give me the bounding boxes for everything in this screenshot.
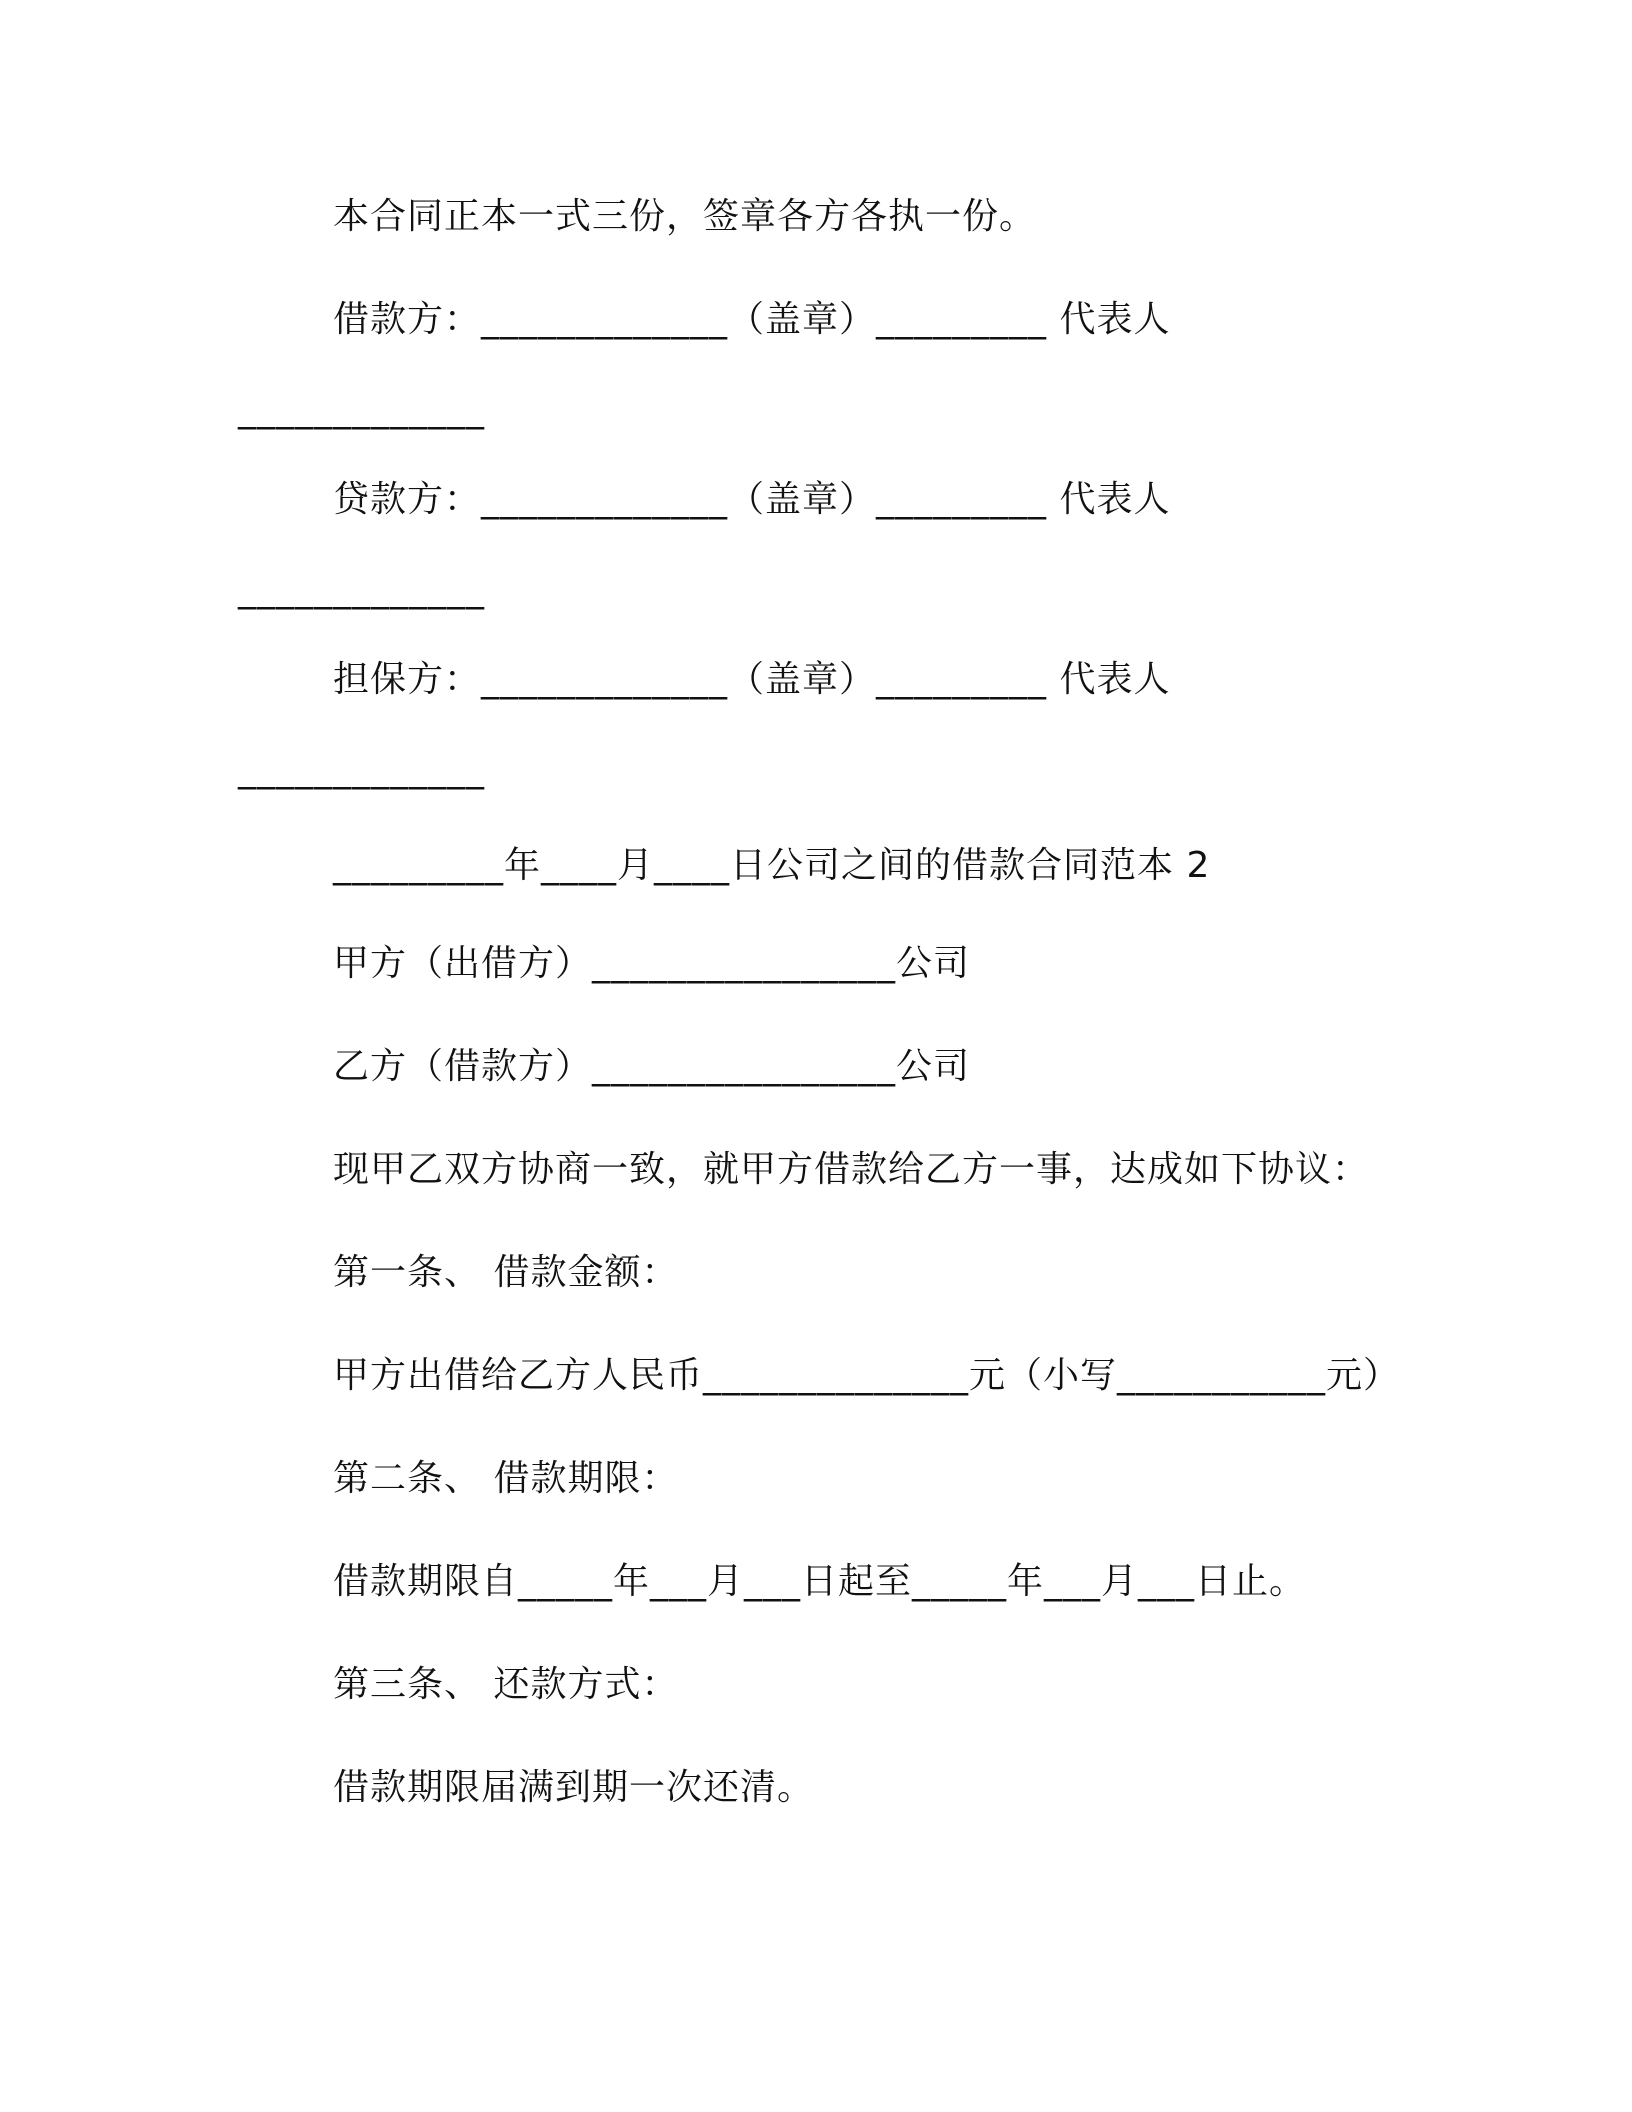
article-2-term-line: 借款期限自_____年___月___日起至_____年___月___日止。 (333, 1561, 1307, 1602)
article-1-heading: 第一条、 借款金额： (333, 1252, 679, 1293)
lender-signature-line: 贷款方：_____________（盖章）_________ 代表人 (333, 479, 1171, 520)
agreement-intro-paragraph: 现甲乙双方协商一致，就甲方借款给乙方一事，达成如下协议： (333, 1149, 1370, 1190)
contract-title-date-line: _________年____月____日公司之间的借款合同范本 2 (333, 845, 1211, 886)
party-a-line: 甲方（出借方）________________公司 (333, 943, 971, 984)
guarantor-representative-blank: _____________ (238, 749, 485, 790)
borrower-signature-line: 借款方：_____________（盖章）_________ 代表人 (333, 299, 1171, 340)
party-b-line: 乙方（借款方）________________公司 (333, 1046, 971, 1087)
borrower-representative-blank: _____________ (238, 389, 485, 430)
lender-representative-blank: _____________ (238, 569, 485, 610)
guarantor-signature-line: 担保方：_____________（盖章）_________ 代表人 (333, 659, 1171, 700)
paragraph-copies-clause: 本合同正本一式三份，签章各方各执一份。 (333, 196, 1037, 237)
article-2-heading: 第二条、 借款期限： (333, 1458, 679, 1499)
article-1-amount-line: 甲方出借给乙方人民币______________元（小写___________元） (333, 1355, 1401, 1396)
article-3-repayment-line: 借款期限届满到期一次还清。 (333, 1767, 815, 1808)
article-3-heading: 第三条、 还款方式： (333, 1664, 679, 1705)
